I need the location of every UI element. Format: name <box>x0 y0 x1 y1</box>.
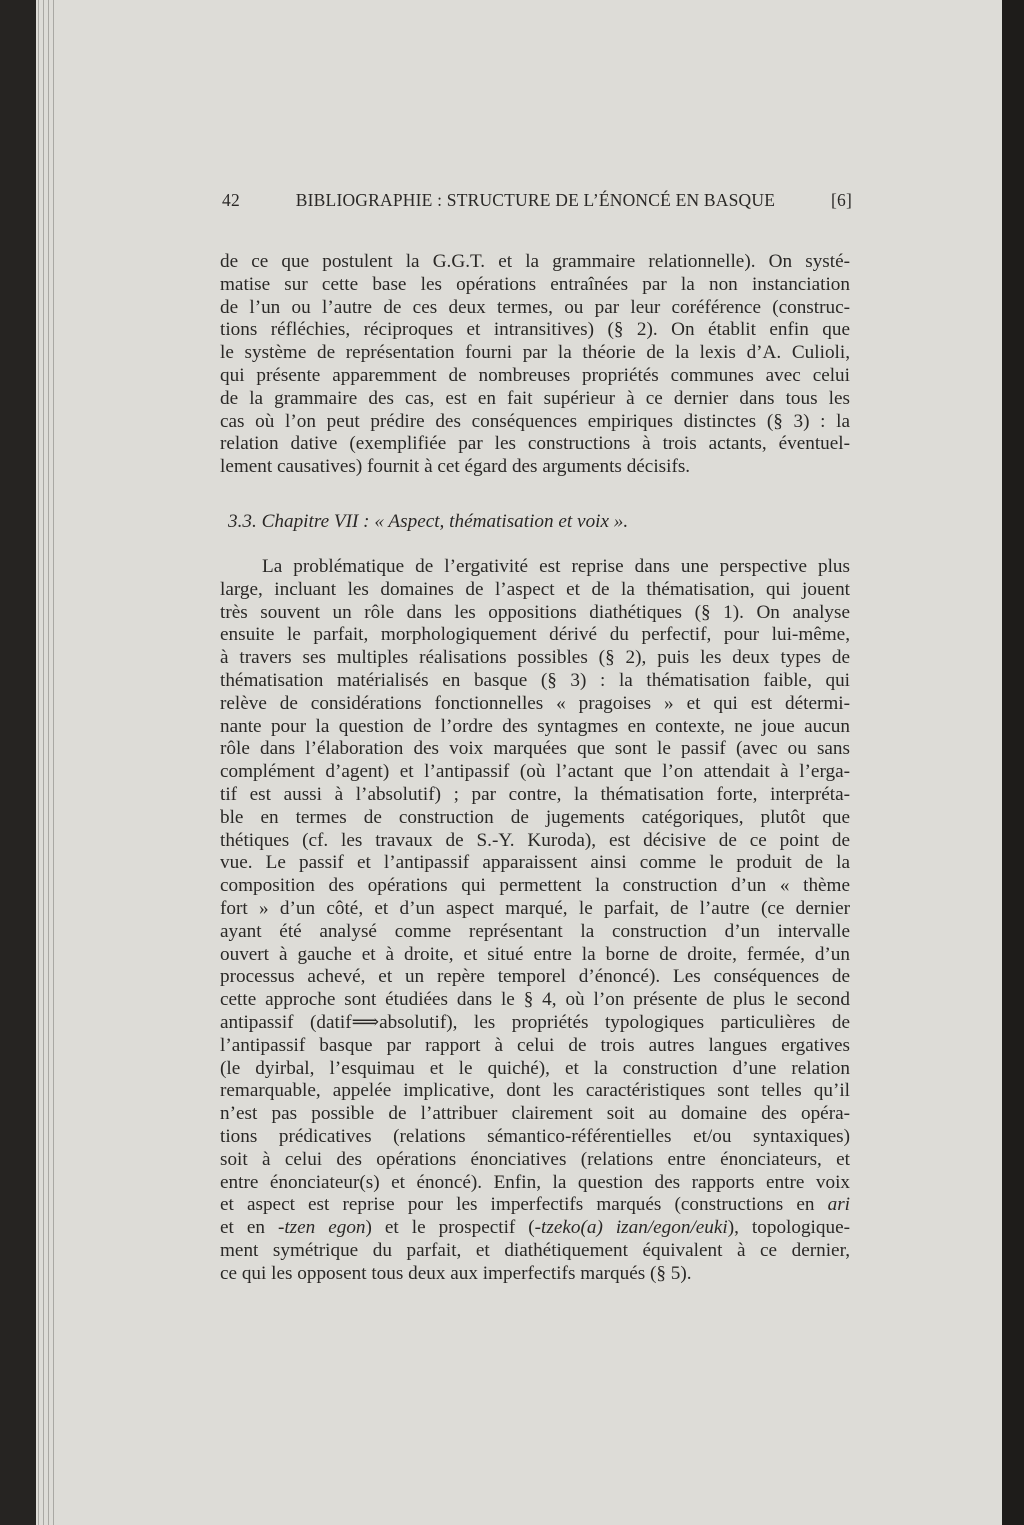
section-ref: [6] <box>830 190 852 210</box>
page-edge <box>53 0 54 1525</box>
text-line: tions prédicatives (relations sémantico-référentielles et/ou syntaxiques) <box>220 1125 850 1147</box>
page-number: 42 <box>222 190 240 210</box>
running-title: BIBLIOGRAPHIE : STRUCTURE DE L’ÉNONCÉ EN BASQUE <box>295 190 776 210</box>
text-line: rôle dans l’élaboration des voix marquées que sont le passif (avec ou sans <box>220 738 850 760</box>
running-header <box>222 190 852 211</box>
text-line: antipassif (datif⟹absolutif), les propriétés typologiques particulières de <box>220 1011 850 1033</box>
text-line: et en -tzen egon) et le prospectif (-tzeko(a) izan/egon/euki), topologique- <box>220 1217 850 1239</box>
text-line: thétiques (cf. les travaux de S.-Y. Kuroda), est décisive de ce point de <box>220 829 850 851</box>
text-line: relève de considérations fonctionnelles « pragoises » et qui est détermi- <box>220 692 850 714</box>
text-line: de la grammaire des cas, est en fait supérieur à ce dernier dans tous les <box>220 387 850 409</box>
text-line: ensuite le parfait, morphologiquement dérivé du perfectif, pour lui-même, <box>220 624 850 646</box>
text-line: matise sur cette base les opérations entraînées par la non instanciation <box>220 273 850 295</box>
text-line: n’est pas possible de l’attribuer clairement soit au domaine des opéra- <box>220 1103 850 1125</box>
section-heading: 3.3. Chapitre VII : « Aspect, thématisation et voix ». <box>228 511 629 532</box>
paragraph-1 <box>220 251 850 479</box>
text-line: ment symétrique du parfait, et diathétiquement équivalent à ce dernier, <box>220 1239 850 1261</box>
text-line: nante pour la question de l’ordre des syntagmes en contexte, ne joue aucun <box>220 715 850 737</box>
text-line: fort » d’un côté, et d’un aspect marqué, le parfait, de l’autre (ce dernier <box>220 897 850 919</box>
text-line: cette approche sont étudiées dans le § 4, où l’on présente de plus le second <box>220 989 850 1011</box>
text-line: relation dative (exemplifiée par les constructions à trois actants, éventuel- <box>220 433 850 455</box>
text-line: vue. Le passif et l’antipassif apparaissent ainsi comme le produit de la <box>220 852 850 874</box>
text-line: cas où l’on peut prédire des conséquences empiriques distinctes (§ 3) : la <box>220 410 850 432</box>
text-line: ble en termes de construction de jugements catégoriques, plutôt que <box>220 806 850 828</box>
text-line: et aspect est reprise pour les imperfectifs marqués (constructions en ari <box>220 1194 850 1216</box>
text-line: thématisation matérialisés en basque (§ 3) : la thématisation faible, qui <box>220 669 850 691</box>
text-line: lement causatives) fournit à cet égard des arguments décisifs. <box>220 456 691 478</box>
text-line: qui présente apparemment de nombreuses propriétés communes avec celui <box>220 364 850 386</box>
text-line: tions réfléchies, réciproques et intransitives) (§ 2). On établit enfin que <box>220 319 850 341</box>
text-line: complément d’agent) et l’antipassif (où l’actant que l’on attendait à l’erga- <box>220 761 850 783</box>
text-line: ouvert à gauche et à droite, et situé entre la borne de droite, fermée, d’un <box>220 943 850 965</box>
text-line: ayant été analysé comme représentant la construction d’un intervalle <box>220 920 850 942</box>
text-line: (le dyirbal, l’esquimau et le quiché), et la construction d’une relation <box>220 1057 850 1079</box>
text-line: entre énonciateur(s) et énoncé). Enfin, la question des rapports entre voix <box>220 1171 850 1193</box>
text-line: composition des opérations qui permettent la construction d’un « thème <box>220 875 850 897</box>
page-edge <box>43 0 44 1525</box>
text-line: La problématique de l’ergativité est reprise dans une perspective plus <box>262 556 850 577</box>
page-edge <box>48 0 49 1525</box>
scan-background <box>1002 0 1024 1525</box>
text-line: de ce que postulent la G.G.T. et la grammaire relationnelle). On systé- <box>220 251 850 272</box>
text-line: l’antipassif basque par rapport à celui de trois autres langues ergatives <box>220 1034 850 1056</box>
text-line: processus achevé, et un repère temporel d’énoncé). Les conséquences de <box>220 966 850 988</box>
text-line: très souvent un rôle dans les oppositions diathétiques (§ 1). On analyse <box>220 601 850 623</box>
text-line: remarquable, appelée implicative, dont les caractéristiques sont telles qu’il <box>220 1080 850 1102</box>
text-line: soit à celui des opérations énonciatives (relations entre énonciateurs, et <box>220 1148 850 1170</box>
text-line: de l’un ou l’autre de ces deux termes, ou par leur coréférence (construc- <box>220 296 850 318</box>
text-line: le système de représentation fourni par la théorie de la lexis d’A. Culioli, <box>220 342 850 364</box>
text-line: large, incluant les domaines de l’aspect et de la thématisation, qui jouent <box>220 578 850 600</box>
page-edge <box>38 0 39 1525</box>
text-line: à travers ses multiples réalisations possibles (§ 2), puis les deux types de <box>220 647 850 669</box>
text-line: tif est aussi à l’absolutif) ; par contre, la thématisation forte, interpréta- <box>220 783 850 805</box>
text-line: ce qui les opposent tous deux aux imperfectifs marqués (§ 5). <box>220 1262 692 1284</box>
paragraph-2 <box>220 556 850 1286</box>
